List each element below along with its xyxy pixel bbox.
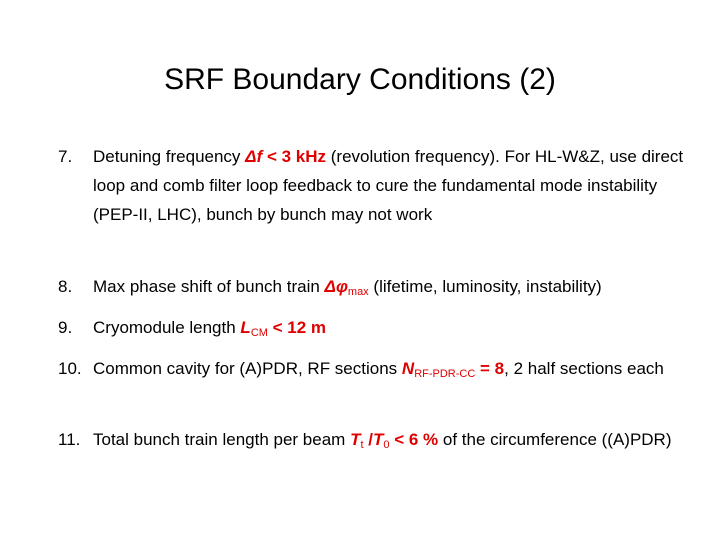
max-subscript: max <box>347 286 369 298</box>
item-text: Detuning frequency Δf < 3 kHz (revolution frequency). For HL-W&Z, use direct loop and comb filter loop feedback to cure the fundamental mode instability (PEP-II, LHC), bunch by bunch may not work <box>93 147 684 224</box>
cm-subscript: CM <box>250 327 268 339</box>
slide-title: SRF Boundary Conditions (2) <box>164 63 556 96</box>
item-number: 8. <box>58 277 73 296</box>
zero-subscript: 0 <box>383 439 390 451</box>
item-text: Common cavity for (A)PDR, RF sections $N_{RF-PDR-CC} = 8$, 2 half sections each <box>93 359 664 380</box>
detuning-limit: < 3 kHz <box>262 147 327 166</box>
rf-sections-value: = 8 <box>475 359 505 378</box>
t0-symbol: T <box>372 430 384 449</box>
rf-pdr-cc-subscript: RF-PDR-CC <box>414 368 476 380</box>
delta-f-symbol: Δf <box>245 147 263 166</box>
list-item-7 <box>58 142 688 229</box>
list-item-9 <box>58 313 688 342</box>
slash: / <box>363 430 373 449</box>
delta-phi-symbol: Δφ <box>324 277 348 296</box>
item-text: Max phase shift of bunch train $\Delta\varphi_{max}$ (lifetime, luminosity, instability) <box>93 277 602 298</box>
t-symbol: T <box>350 430 361 449</box>
train-length-limit: < 6 % <box>389 430 439 449</box>
item-number: 9. <box>58 318 73 337</box>
list-item-10 <box>58 354 688 383</box>
item-number: 10. <box>58 359 82 378</box>
list-item-8 <box>58 272 688 301</box>
item-text: Cryomodule length $L_{CM} < 12$ m <box>93 318 327 339</box>
item-number: 11. <box>58 430 81 449</box>
item-text: Total bunch train length per beam $T_t$ $/T_0 < 6$ % of the circumference ((A)PDR) <box>93 430 672 451</box>
t-subscript: t <box>360 439 364 451</box>
n-symbol: N <box>401 359 415 378</box>
l-symbol: L <box>240 318 251 337</box>
cryomodule-limit: < 12 m <box>267 318 327 337</box>
item-number: 7. <box>58 147 73 166</box>
list-item-11 <box>58 425 688 454</box>
